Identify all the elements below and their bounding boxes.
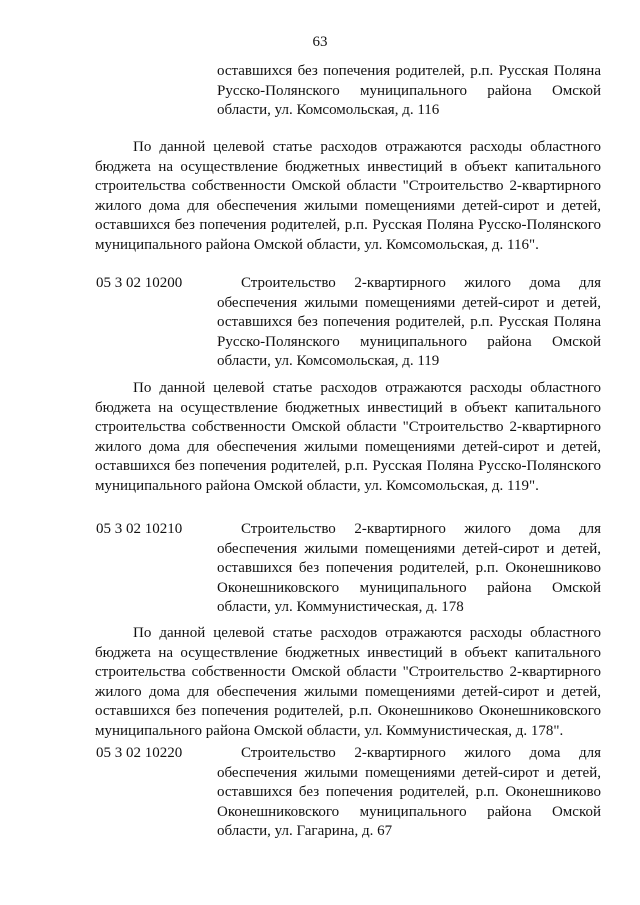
entry-description-2: Строительство 2-квартирного жилого дома для обеспечения жилыми помещениями детей-сирот и детей, оставшихся без попечения родителей, р.п. Оконешниково Оконешниковского муниципального района Омской области, ул. Коммунистическая, д. 178 — [217, 521, 601, 616]
entry-description-1: Строительство 2-квартирного жилого дома для обеспечения жилыми помещениями детей-сирот и детей, оставшихся без попечения родителей, р.п. Русская Поляна Русско-Полянского муниципального района Омской области, ул. Комсомольская, д. 119 — [217, 275, 601, 370]
entry-code-1: 05 3 02 10200 — [96, 275, 183, 291]
entry-description-3: Строительство 2-квартирного жилого дома для обеспечения жилыми помещениями детей-сирот и детей, оставшихся без попечения родителей, р.п. Оконешниково Оконешниковского муниципального района Омской области, ул. Гагарина, д. 67 — [217, 745, 601, 840]
entry-description-continued: оставшихся без попечения родителей, р.п. Русская Поляна Русско-Полянского муниципального района Омской области, ул. Комсомольская, д. 116 — [217, 63, 601, 119]
paragraph-3: По данной целевой статье расходов отражаются расходы областного бюджета на осуществление бюджетных инвестиций в объект капитального строительства собственности Омской области "Строительство 2-квартирного жилого дома для обеспечения жилыми помещениями детей-сирот и детей, оставшихся без попечения родителей, р.п. Оконешниково Оконешниковского муниципального района Омской области, ул. Коммунистическая, д. 178". — [95, 625, 601, 739]
entry-code-3: 05 3 02 10220 — [96, 745, 183, 761]
paragraph-2: По данной целевой статье расходов отражаются расходы областного бюджета на осуществление бюджетных инвестиций в объект капитального строительства собственности Омской области "Строительство 2-квартирного жилого дома для обеспечения жилыми помещениями детей-сирот и детей, оставшихся без попечения родителей, р.п. Русская Поляна Русско-Полянского муниципального района Омской области, ул. Комсомольская, д. 119". — [95, 380, 601, 494]
page-number: 63 — [312, 34, 328, 50]
paragraph-1: По данной целевой статье расходов отражаются расходы областного бюджета на осуществление бюджетных инвестиций в объект капитального строительства собственности Омской области "Строительство 2-квартирного жилого дома для обеспечения жилыми помещениями детей-сирот и детей, оставшихся без попечения родителей, р.п. Русская Поляна Русско-Полянского муниципального района Омской области, ул. Комсомольская, д. 116". — [95, 139, 601, 253]
entry-code-2: 05 3 02 10210 — [96, 521, 183, 537]
